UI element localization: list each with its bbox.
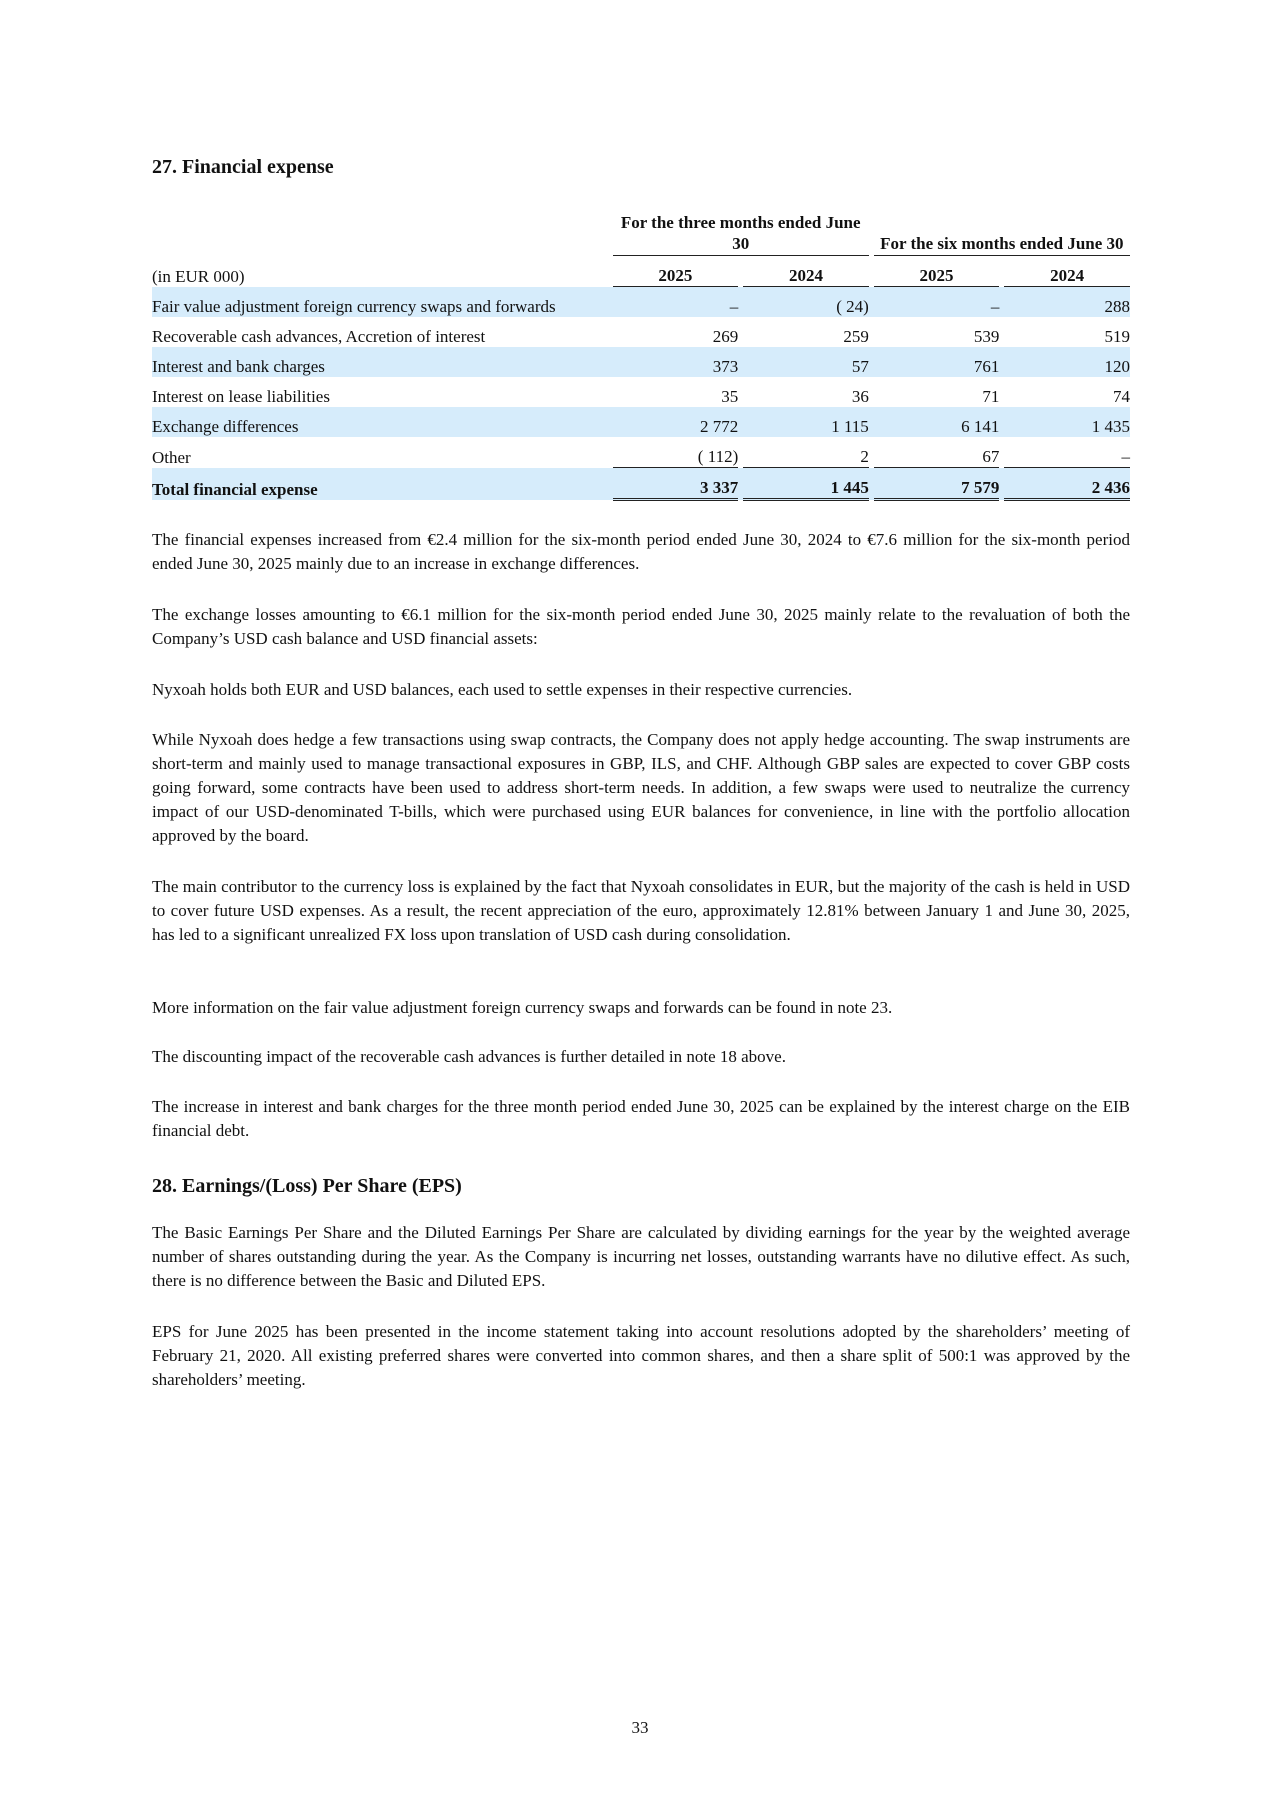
table-row [152,377,1130,407]
total-value: 2 436 [1004,468,1130,500]
cell-value: 288 [1004,287,1130,318]
cell-value: 67 [874,437,1000,468]
paragraph: EPS for June 2025 has been presented in the income statement taking into account resolutions adopted by the shareholders’ meeting of February 21, 2020. All existing preferred shares were converted into common shares, and then a share split of 500:1 was approved by the shareholders’ meeting. [152,1322,1130,1389]
year-header: 2024 [743,256,869,287]
total-value: 1 445 [743,468,869,500]
cell-value: 2 772 [613,407,739,437]
table-year-header-row [152,256,1130,287]
cell-value: 539 [973,327,1000,346]
total-value: 7 579 [874,468,1000,500]
cell-value: 373 [613,347,739,377]
row-label: Other [152,447,191,467]
table-group-header-row [152,212,1130,256]
cell-value: – [874,287,1000,318]
paragraph: Nyxoah holds both EUR and USD balances, each used to settle expenses in their respective currencies. [152,680,853,699]
total-label: Total financial expense [152,468,613,500]
section-28-heading: 28. Earnings/(Loss) Per Share (EPS) [152,1175,462,1197]
cell-value: 6 141 [874,407,1000,437]
unit-label: (in EUR 000) [152,266,245,286]
row-label: Exchange differences [152,407,613,437]
table-row [152,407,1130,437]
paragraph: The financial expenses increased from €2.4 million for the six-month period ended June 30, 2024 to €7.6 million for the six-month period ended June 30, 2025 mainly due to an increase in exchange differences. [152,530,1130,573]
row-label: Recoverable cash advances, Accretion of interest [152,327,486,346]
financial-expense-table [152,212,1130,501]
paragraph: The Basic Earnings Per Share and the Diluted Earnings Per Share are calculated by dividing earnings for the year by the weighted average number of shares outstanding during the year. As the Company is incurring net losses, outstanding warrants have no dilutive effect. As such, there is no difference between the Basic and Diluted EPS. [152,1223,1130,1290]
table-row [152,287,1130,318]
cell-value: 74 [1113,387,1130,406]
group-header-six-months: For the six months ended June 30 [874,212,1130,256]
section-27-heading: 27. Financial expense [152,156,334,178]
table-total-row [152,468,1130,500]
page-number: 33 [631,1718,649,1737]
cell-value: 761 [874,347,1000,377]
table-row [152,317,1130,347]
year-header: 2025 [613,256,739,287]
cell-value: 1 435 [1004,407,1130,437]
year-header: 2025 [874,256,1000,287]
cell-value: – [613,287,739,318]
cell-value: 519 [1104,327,1130,346]
cell-value: ( 112) [613,437,739,468]
cell-value: 120 [1004,347,1130,377]
group-header-three-months: For the three months ended June 30 [613,212,869,256]
paragraph: More information on the fair value adjustment foreign currency swaps and forwards can be found in note 23. [152,998,893,1017]
cell-value: 57 [743,347,869,377]
cell-value: ( 24) [743,287,869,318]
row-label: Fair value adjustment foreign currency swaps and forwards [152,287,613,318]
row-label: Interest and bank charges [152,347,613,377]
year-header: 2024 [1004,256,1130,287]
cell-value: 269 [712,327,739,346]
paragraph: The exchange losses amounting to €6.1 million for the six-month period ended June 30, 2025 mainly relate to the revaluation of both the Company’s USD cash balance and USD financial assets: [152,605,1130,648]
total-value: 3 337 [613,468,739,500]
paragraph: While Nyxoah does hedge a few transactions using swap contracts, the Company does not apply hedge accounting. The swap instruments are short-term and mainly used to manage transactional exposures in GBP, ILS, and CHF. Although GBP sales are expected to cover GBP costs going forward, some contracts have been used to address short-term needs. In addition, a few swaps were used to neutralize the currency impact of our USD-denominated T-bills, which were purchased using EUR balances for convenience, in line with the portfolio allocation approved by the board. [152,730,1130,845]
cell-value: 259 [843,327,869,346]
cell-value: 2 [743,437,869,468]
cell-value: – [1004,437,1130,468]
table-row [152,347,1130,377]
paragraph: The discounting impact of the recoverable cash advances is further detailed in note 18 above. [152,1047,786,1066]
cell-value: 71 [982,387,1000,406]
row-label: Interest on lease liabilities [152,387,330,406]
paragraph: The increase in interest and bank charges for the three month period ended June 30, 2025 can be explained by the interest charge on the EIB financial debt. [152,1097,1130,1140]
cell-value: 1 115 [743,407,869,437]
cell-value: 36 [851,387,869,406]
paragraph: The main contributor to the currency loss is explained by the fact that Nyxoah consolidates in EUR, but the majority of the cash is held in USD to cover future USD expenses. As a result, the recent appreciation of the euro, approximately 12.81% between January 1 and June 30, 2025, has led to a significant unrealized FX loss upon translation of USD cash during consolidation. [152,877,1130,944]
table-row [152,437,1130,468]
cell-value: 35 [721,387,739,406]
